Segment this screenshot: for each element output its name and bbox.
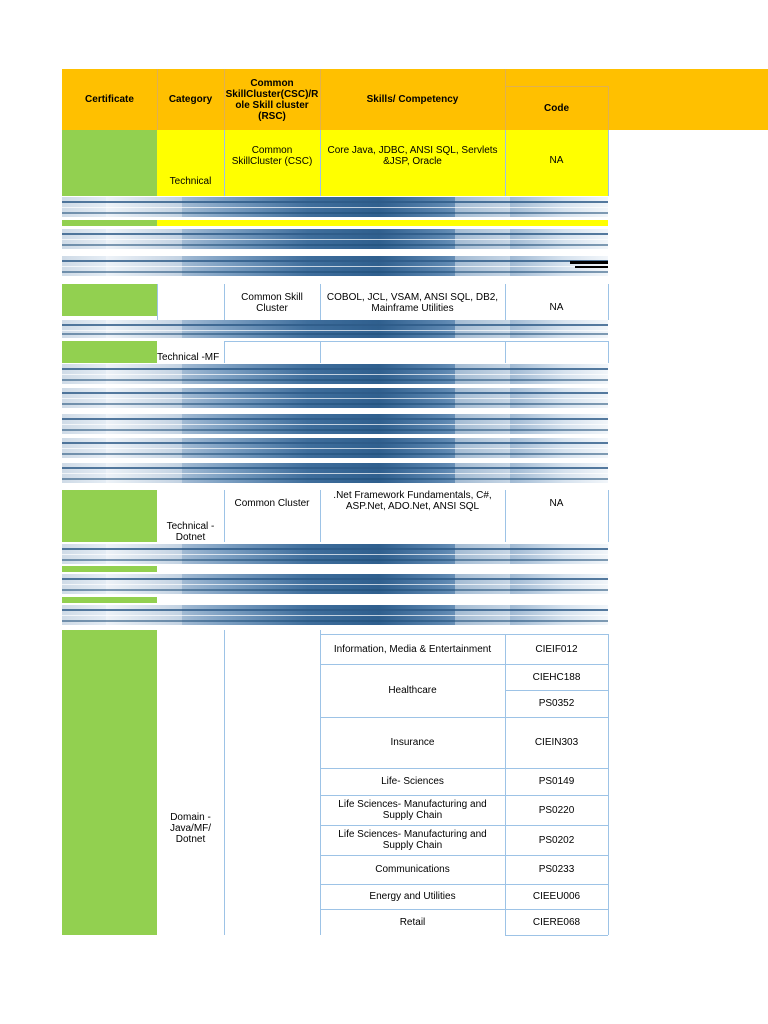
domain-skill-ls-mfg-1: Life Sciences- Manufacturing and Supply Chain — [338, 799, 487, 821]
header-divider — [505, 69, 506, 130]
skills-mf: COBOL, JCL, VSAM, ANSI SQL, DB2, Mainframe Utilities — [326, 292, 499, 314]
certificate-cell-dotnet — [62, 490, 157, 542]
grid-line — [608, 130, 609, 196]
certificate-cell-java — [62, 220, 157, 226]
certificate-cell-dotnet — [62, 566, 157, 572]
domain-code-ls-mfg-2: PS0202 — [538, 834, 575, 846]
grid-line — [320, 284, 321, 320]
certificate-cell-java — [62, 130, 157, 196]
skills-java: Core Java, JDBC, ANSI SQL, Servlets &JSP, Oracle — [327, 145, 498, 167]
grid-line — [224, 341, 608, 342]
skills-dotnet: .Net Framework Fundamentals, C#, ASP.Net, ADO.Net, ANSI SQL — [333, 490, 492, 512]
rendering-artifact-band — [62, 414, 608, 434]
rendering-artifact-mark — [575, 266, 608, 268]
certificate-cell-dotnet — [62, 597, 157, 603]
code-mf: NA — [549, 301, 564, 313]
certificate-cell-mf — [62, 341, 157, 363]
rendering-artifact-band — [62, 574, 608, 594]
grid-line — [320, 341, 321, 363]
header-divider — [505, 86, 608, 87]
header-divider — [157, 69, 158, 130]
grid-line — [505, 341, 506, 363]
grid-line — [608, 284, 609, 320]
category-technical-dotnet: Technical -Dotnet — [166, 521, 215, 542]
header-divider — [224, 69, 225, 130]
rendering-artifact-band — [62, 544, 608, 564]
domain-skill-life-sciences: Life- Sciences — [381, 776, 444, 787]
grid-line — [608, 634, 609, 935]
rendering-artifact-band — [62, 197, 608, 217]
domain-code-insurance: CIEIN303 — [534, 737, 579, 748]
grid-line — [505, 130, 506, 196]
rendering-artifact-band — [62, 256, 608, 276]
header-code: Code — [505, 86, 608, 130]
grid-line — [157, 284, 158, 320]
domain-code-communications: PS0233 — [538, 864, 575, 875]
domain-skill-ls-mfg-2: Life Sciences- Manufacturing and Supply Chain — [338, 829, 487, 851]
grid-line — [505, 935, 608, 936]
grid-line — [224, 341, 225, 363]
grid-line — [608, 490, 609, 542]
header-divider — [320, 69, 321, 130]
domain-skill-energy: Energy and Utilities — [369, 891, 456, 902]
grid-line — [224, 284, 225, 320]
domain-skill-communications: Communications — [375, 864, 450, 875]
rendering-artifact-band — [62, 320, 608, 338]
grid-line — [505, 284, 506, 320]
header-category: Category — [157, 69, 224, 130]
grid-line — [224, 490, 225, 542]
grid-line — [320, 490, 321, 542]
header-certificate: Certificate — [62, 69, 157, 130]
grid-line — [320, 130, 321, 196]
java-row-highlight — [157, 220, 608, 226]
domain-code-healthcare: CIEHC188 — [532, 671, 581, 683]
certificate-cell-mf — [62, 284, 157, 316]
cluster-mf: Common Skill Cluster — [241, 292, 303, 314]
grid-line — [505, 490, 506, 542]
cluster-java: Common SkillCluster (CSC) — [231, 145, 313, 167]
domain-code-healthcare-2: PS0352 — [538, 698, 575, 709]
rendering-artifact-band — [62, 605, 608, 625]
header-divider — [608, 86, 609, 130]
rendering-artifact-band — [62, 229, 608, 249]
domain-code-retail: CIERE068 — [532, 916, 581, 928]
header-skills: Skills/ Competency — [320, 69, 505, 130]
domain-code-life-sciences: PS0149 — [538, 776, 575, 787]
domain-skill-media: Information, Media & Entertainment — [333, 643, 492, 655]
rendering-artifact-band — [62, 388, 608, 408]
header-skill-cluster: Common SkillCluster(CSC)/R ole Skill cluster (RSC) — [224, 69, 320, 130]
grid-line — [224, 130, 225, 196]
code-dotnet: NA — [549, 497, 564, 509]
rendering-artifact-band — [62, 463, 608, 483]
rendering-artifact-band — [62, 438, 608, 458]
code-java: NA — [549, 154, 564, 166]
domain-skill-healthcare: Healthcare — [388, 685, 437, 696]
grid-line — [608, 341, 609, 363]
grid-line — [224, 630, 225, 935]
category-technical-java: Technical — [169, 176, 212, 187]
domain-code-ls-mfg-1: PS0220 — [538, 804, 575, 816]
domain-code-energy: CIEEU006 — [532, 891, 581, 902]
cluster-dotnet: Common Cluster — [234, 497, 310, 509]
domain-skill-retail: Retail — [399, 916, 426, 928]
category-technical-mf: Technical -MF — [157, 351, 220, 363]
rendering-artifact-band — [62, 364, 608, 384]
domain-skill-insurance: Insurance — [390, 737, 435, 748]
category-domain: Domain - Java/MF/ Dotnet — [169, 811, 212, 845]
certificate-cell-domain — [62, 630, 157, 935]
domain-code-media: CIEIF012 — [535, 643, 578, 655]
rendering-artifact-mark — [570, 261, 608, 264]
